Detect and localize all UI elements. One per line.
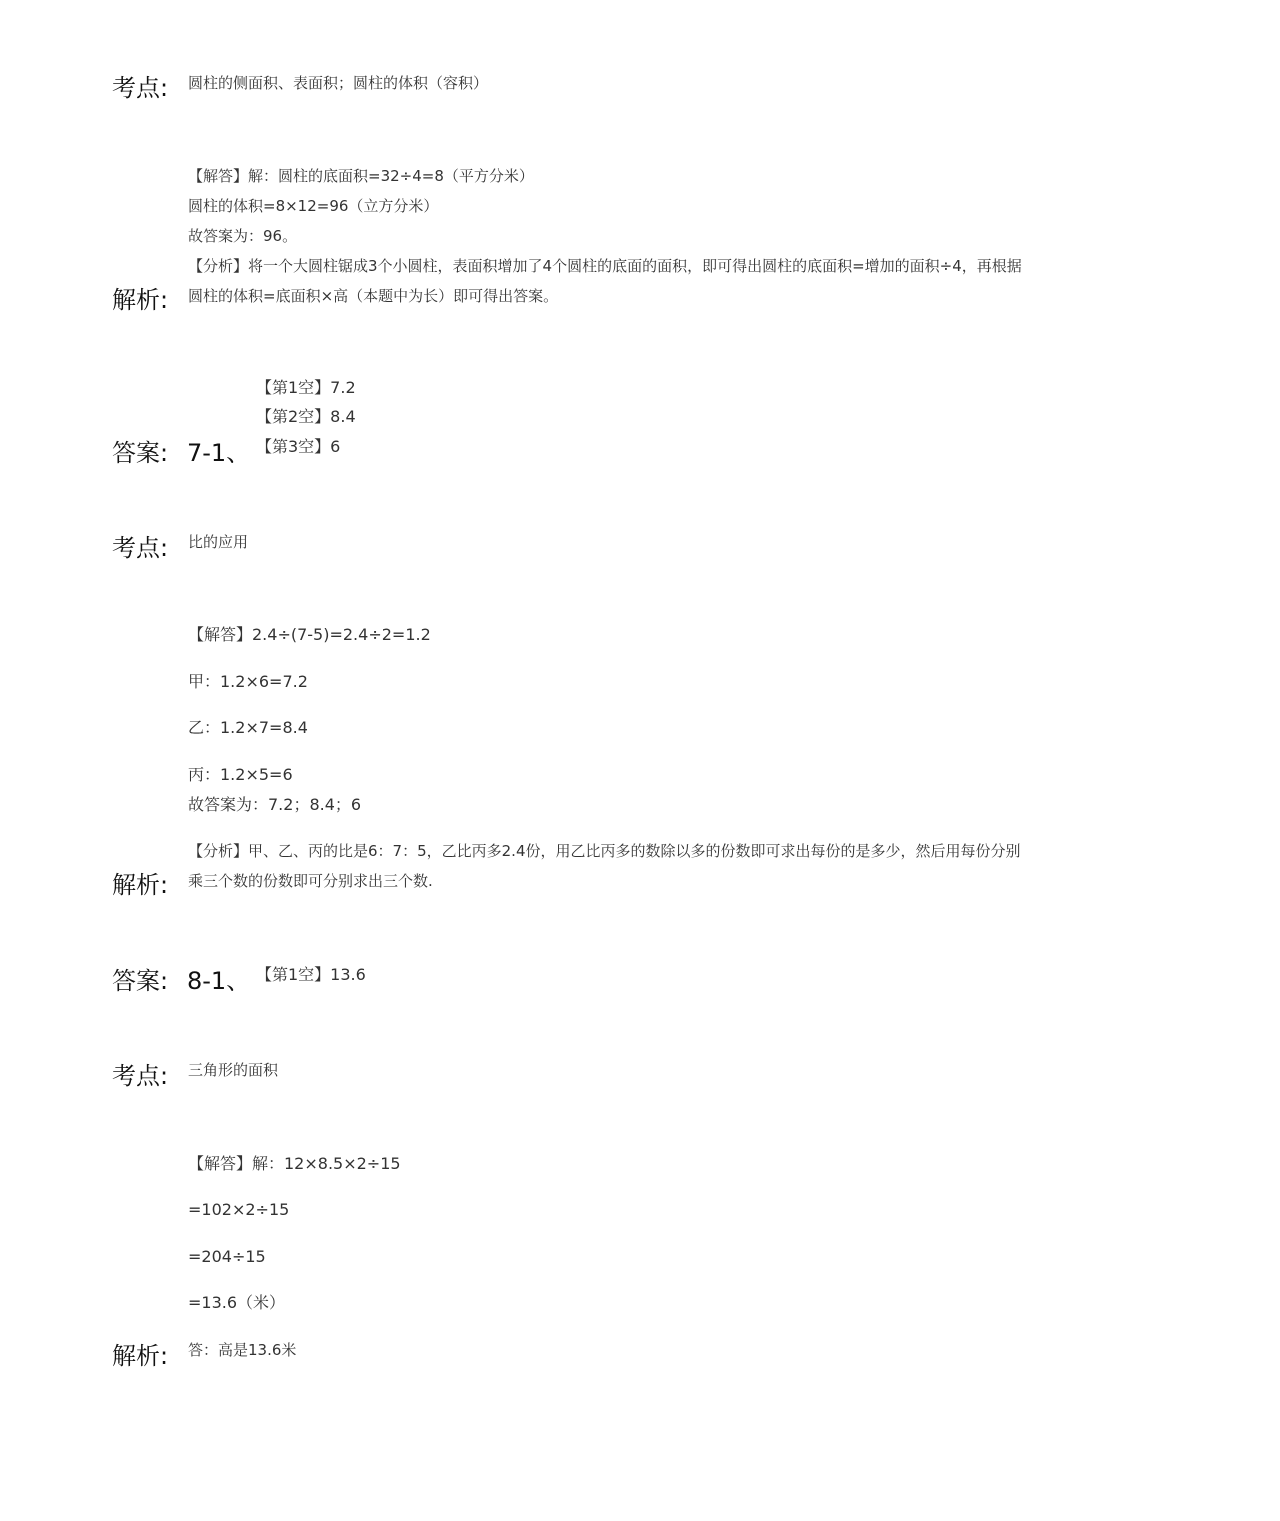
answer-number: 7-1、 — [187, 439, 251, 467]
jiexi-label: 解析: — [112, 871, 169, 899]
jiexi-line: 故答案为：96。 — [188, 227, 298, 245]
jiexi-line: =13.6（米） — [188, 1293, 286, 1312]
answer-blank: 【第2空】8.4 — [256, 407, 356, 426]
jiexi-line: 【解答】2.4÷(7-5)=2.4÷2=1.2 — [188, 625, 431, 644]
jiexi-line: =102×2÷15 — [188, 1200, 290, 1219]
jiexi-line: 圆柱的体积=底面积×高（本题中为长）即可得出答案。 — [188, 287, 559, 305]
jiexi-label: 解析: — [112, 286, 169, 314]
kaodian-label: 考点: — [112, 74, 169, 102]
answer-blank: 【第1空】13.6 — [256, 965, 366, 984]
answer-label: 答案: — [112, 967, 169, 995]
jiexi-line: 丙：1.2×5=6 — [188, 765, 293, 784]
jiexi-line: 圆柱的体积=8×12=96（立方分米） — [188, 197, 439, 215]
jiexi-line: 【解答】解：12×8.5×2÷15 — [188, 1154, 401, 1173]
jiexi-line: 故答案为：7.2；8.4；6 — [188, 795, 362, 814]
jiexi-line: 甲：1.2×6=7.2 — [188, 672, 308, 691]
kaodian-label: 考点: — [112, 534, 169, 562]
jiexi-line: 【分析】将一个大圆柱锯成3个小圆柱，表面积增加了4个圆柱的底面的面积，即可得出圆柱的底面积=增加的面积÷4，再根据 — [188, 257, 1022, 275]
kaodian-text: 圆柱的侧面积、表面积；圆柱的体积（容积） — [188, 74, 489, 92]
answer-number: 8-1、 — [187, 967, 251, 995]
jiexi-line: 乙：1.2×7=8.4 — [188, 718, 308, 737]
kaodian-text: 比的应用 — [188, 533, 249, 551]
jiexi-line: =204÷15 — [188, 1247, 266, 1266]
answer-blank: 【第3空】6 — [256, 437, 341, 456]
jiexi-line: 【分析】甲、乙、丙的比是6：7：5，乙比丙多2.4份，用乙比丙多的数除以多的份数即可求出每份的是多少，然后用每份分别 — [188, 842, 1021, 860]
kaodian-text: 三角形的面积 — [188, 1061, 279, 1079]
answer-label: 答案: — [112, 439, 169, 467]
jiexi-line: 乘三个数的份数即可分别求出三个数. — [188, 872, 433, 890]
kaodian-label: 考点: — [112, 1062, 169, 1090]
jiexi-line: 答：高是13.6米 — [188, 1341, 297, 1359]
jiexi-label: 解析: — [112, 1342, 169, 1370]
answer-blank: 【第1空】7.2 — [256, 378, 356, 397]
jiexi-line: 【解答】解：圆柱的底面积=32÷4=8（平方分米） — [188, 167, 534, 185]
